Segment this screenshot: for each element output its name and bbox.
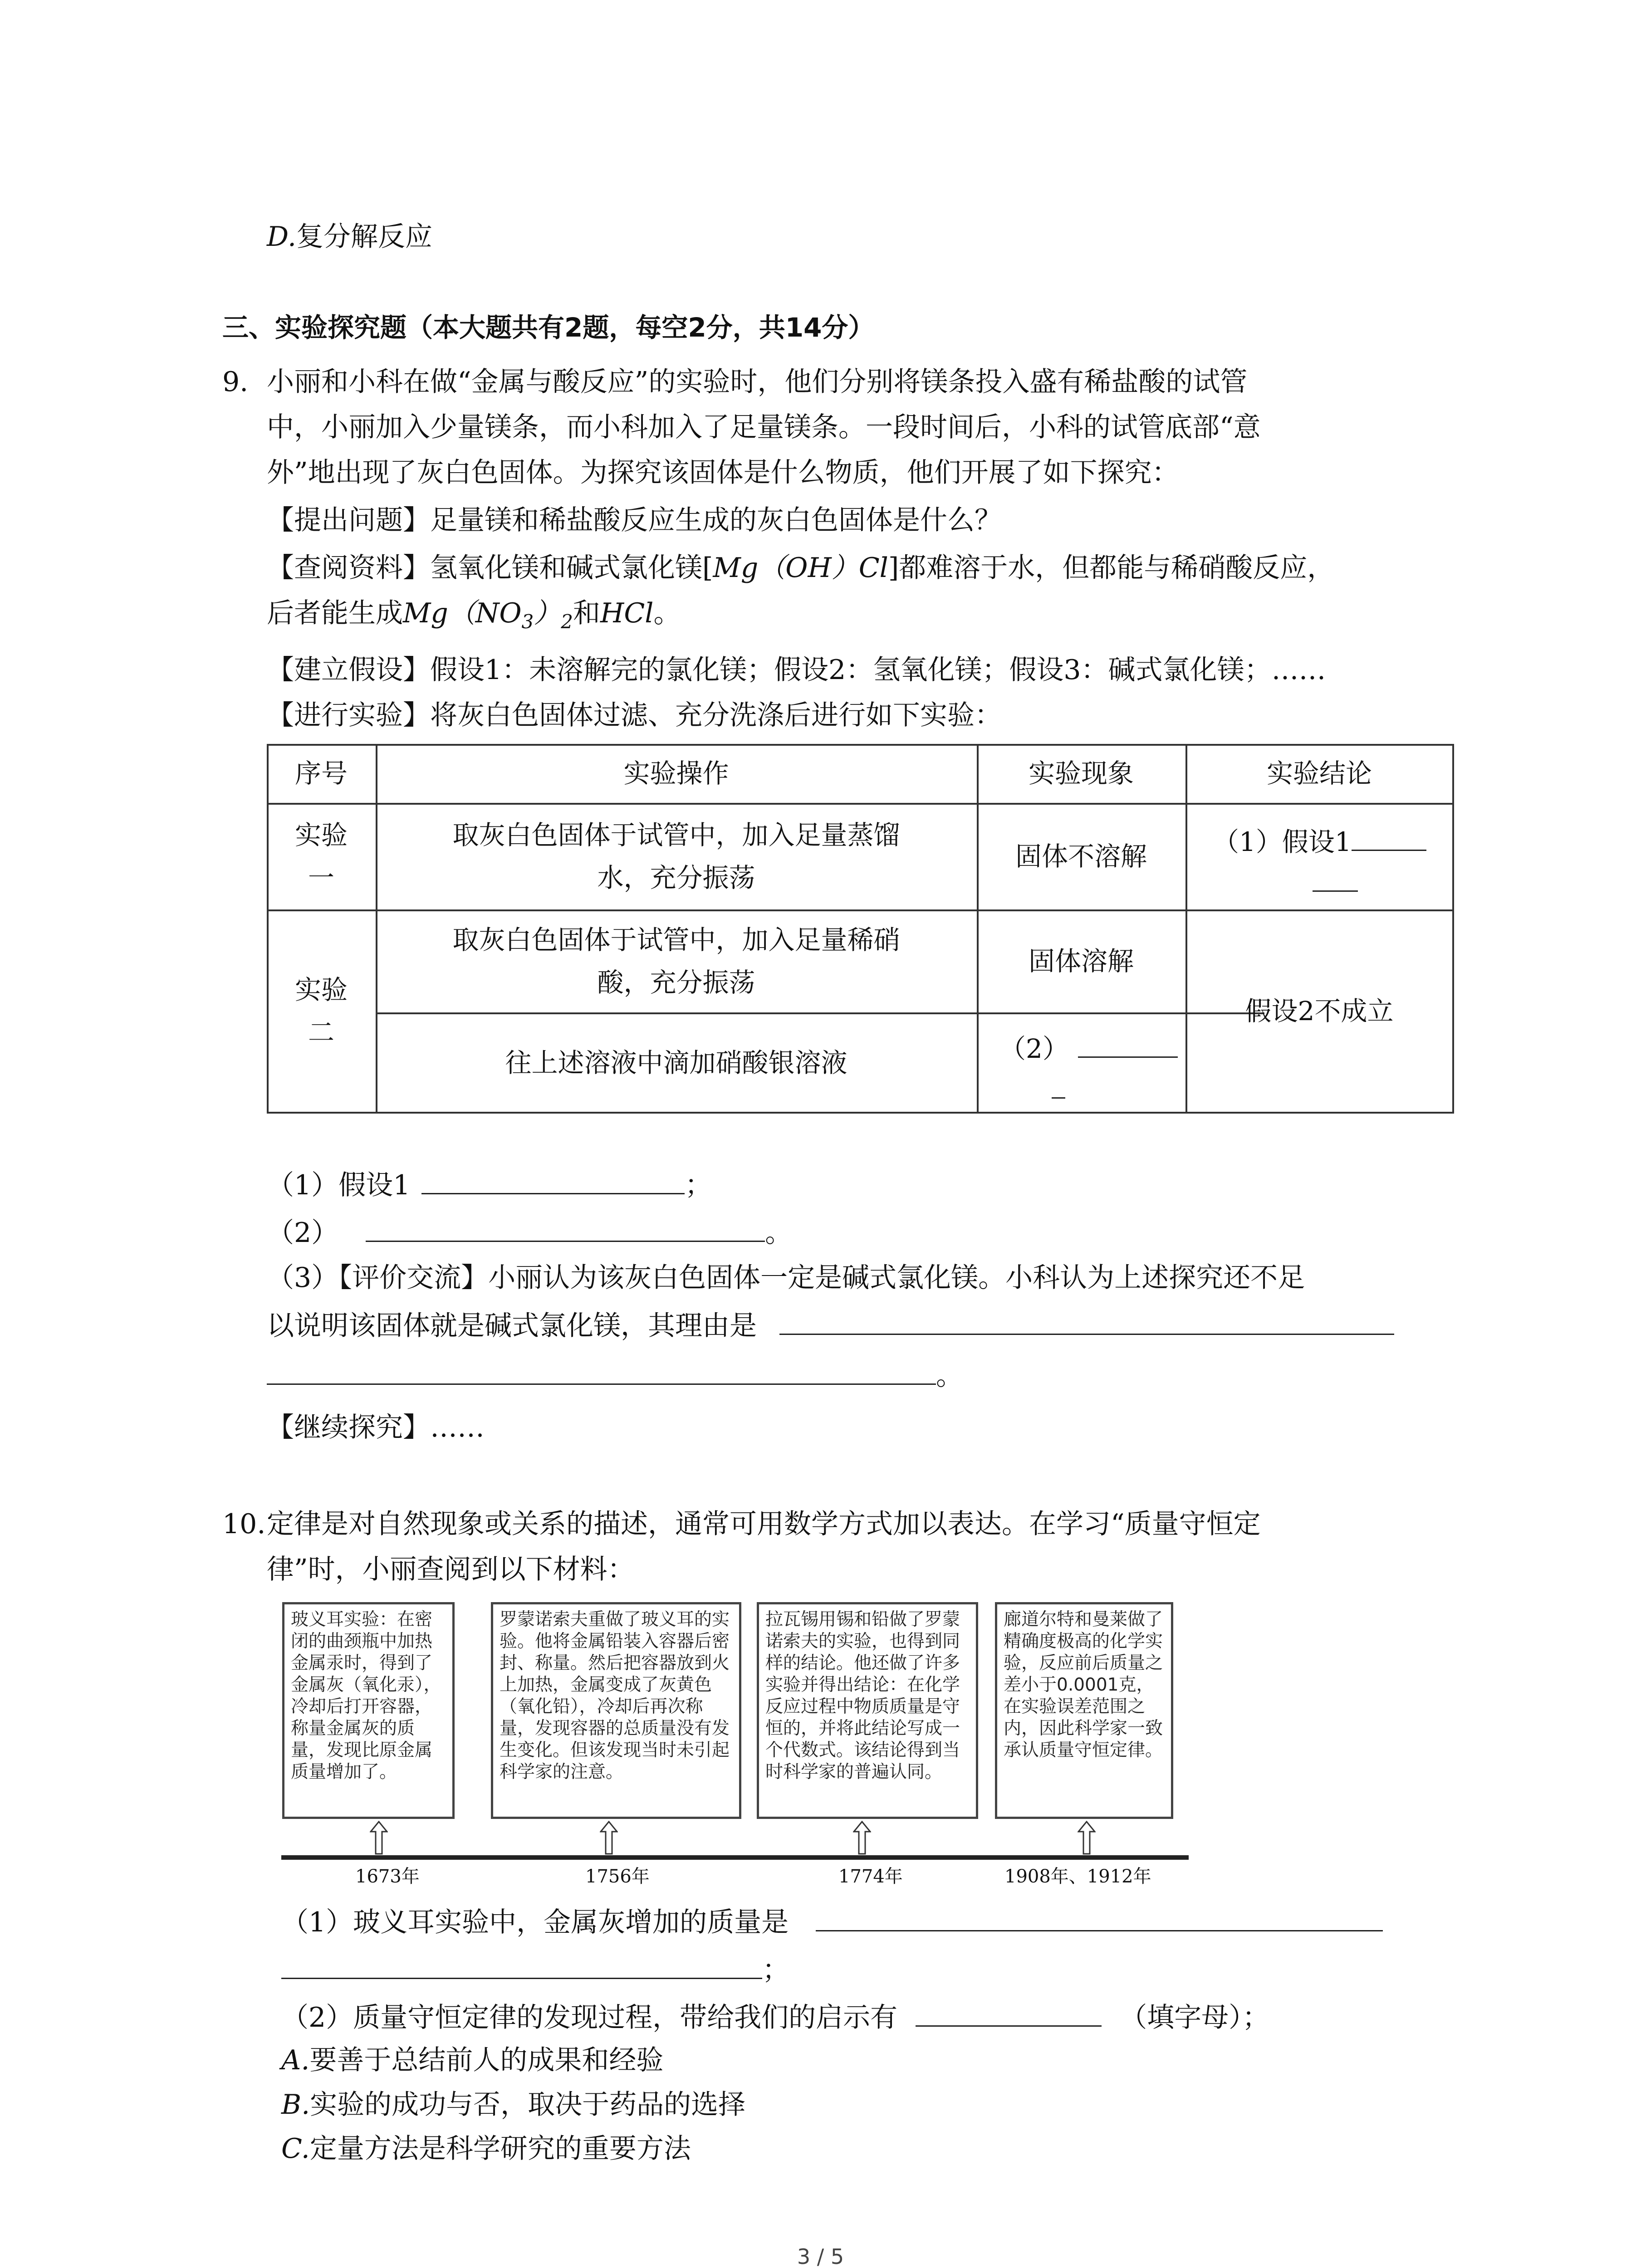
exp2-conclusion: 假设2不成立 bbox=[1245, 996, 1394, 1026]
q9-answer-3-line-1: （3）【评价交流】小丽认为该灰白色固体一定是碱式氯化镁。小科认为上述探究还不足 bbox=[267, 1262, 1305, 1294]
exp2-id-bottom: 二 bbox=[308, 1017, 334, 1048]
up-arrow-icon bbox=[600, 1821, 618, 1855]
option-text: 定量方法是科学研究的重要方法 bbox=[309, 2133, 691, 2165]
sub-end: ； bbox=[762, 1954, 789, 1986]
timeline-text: 罗蒙诺索夫重做了玻义耳的实验。他将金属铅装入容器后密封、称量。然后把容器放到火上加热，金属变成了灰黄色（氧化铅），冷却后再次称量，发现容器的总质量没有发生变化。但该发现当时未引起科学家的注意。 bbox=[500, 1609, 730, 1782]
q9-intro-line-1: 小丽和小科在做“金属与酸反应”的实验时，他们分别将镁条投入盛有稀盐酸的试管 bbox=[267, 366, 1248, 398]
timeline-box-1908 bbox=[995, 1602, 1173, 1819]
q10-option-a bbox=[281, 2041, 663, 2079]
answer-label: （1）假设1 bbox=[267, 1169, 411, 1201]
q9-continue: 【继续探究】…… bbox=[267, 1412, 485, 1443]
experiment-table bbox=[267, 744, 1454, 1114]
formula-mgno3: Mg（NO bbox=[403, 597, 522, 629]
exp1-conclusion bbox=[1185, 803, 1453, 909]
q9-reference-2 bbox=[267, 594, 681, 641]
answer-blank-q9-3[interactable] bbox=[779, 1306, 1394, 1335]
ref-text: 后者能生成 bbox=[267, 597, 403, 629]
timeline-text: 拉瓦锡用锡和铅做了罗蒙诺索夫的实验，也得到同样的结论。他还做了许多实验并得出结论：在化学反应过程中物质质量是守恒的，并将此结论写成一个代数式。该结论得到当时科学家的普遍认同。 bbox=[765, 1609, 960, 1782]
answer-end: ； bbox=[685, 1169, 712, 1201]
timeline-box-1774 bbox=[757, 1602, 978, 1819]
exp1-op-line: 水，充分振荡 bbox=[597, 862, 755, 893]
answer-text: 以说明该固体就是碱式氯化镁，其理由是 bbox=[267, 1310, 757, 1342]
timeline-year: 1673年 bbox=[355, 1866, 420, 1887]
exp2-operation-1 bbox=[376, 909, 977, 1013]
answer-blank-q9-1[interactable] bbox=[421, 1166, 685, 1194]
answer-end: 。 bbox=[765, 1217, 793, 1249]
q9-hypothesis: 【建立假设】假设1：未溶解完的氯化镁；假设2：氢氧化镁；假设3：碱式氯化镁；…… bbox=[267, 654, 1326, 686]
q10-option-b bbox=[281, 2086, 745, 2124]
formula-hcl: HCl bbox=[600, 597, 654, 629]
option-letter: D. bbox=[267, 221, 297, 253]
timeline-axis bbox=[281, 1855, 1189, 1860]
up-arrow-icon bbox=[853, 1821, 871, 1855]
option-d bbox=[267, 218, 432, 256]
table-header: 实验操作 bbox=[623, 758, 729, 789]
answer-blank-q10-1-cont[interactable] bbox=[281, 1950, 762, 1979]
answer-blank-q9-2[interactable] bbox=[366, 1213, 765, 1242]
exp2-op-line: 取灰白色固体于试管中，加入足量稀硝 bbox=[452, 924, 900, 955]
q10-number: 10. bbox=[222, 1508, 266, 1540]
q9-answer-1 bbox=[267, 1166, 712, 1204]
exp2-id-top: 实验 bbox=[294, 974, 348, 1005]
q9-answer-3-line-3 bbox=[267, 1356, 963, 1395]
q10-sub-2 bbox=[281, 1998, 1269, 2037]
timeline-year: 1774年 bbox=[838, 1866, 903, 1887]
exp2-phenomenon-2 bbox=[977, 1013, 1185, 1113]
ref-text: ]都难溶于水，但都能与稀硝酸反应， bbox=[888, 552, 1335, 584]
q9-question: 【提出问题】足量镁和稀盐酸反应生成的灰白色固体是什么？ bbox=[267, 504, 1002, 536]
exp1-op-line: 取灰白色固体于试管中，加入足量蒸馏 bbox=[452, 819, 900, 850]
answer-blank-q10-1[interactable] bbox=[816, 1903, 1383, 1931]
exp1-id bbox=[267, 803, 376, 909]
table-header: 实验现象 bbox=[1028, 758, 1134, 789]
ref-text: 。 bbox=[653, 597, 681, 629]
q10-intro-line-1: 定律是对自然现象或关系的描述，通常可用数学方式加以表达。在学习“质量守恒定 bbox=[267, 1508, 1261, 1540]
option-text: 复分解反应 bbox=[296, 221, 433, 253]
answer-blank-1[interactable] bbox=[1352, 822, 1426, 851]
sub-text: （1）玻义耳实验中，金属灰增加的质量是 bbox=[281, 1906, 789, 1938]
q9-intro-line-2: 中，小丽加入少量镁条，而小科加入了足量镁条。一段时间后，小科的试管底部“意 bbox=[267, 411, 1261, 443]
answer-label: （2） bbox=[267, 1217, 339, 1249]
answer-blank-1-cont[interactable] bbox=[1313, 863, 1358, 892]
option-letter: C. bbox=[281, 2133, 310, 2165]
exp2-phenomenon-label: （2） bbox=[999, 1033, 1069, 1064]
q10-intro-line-2: 律”时，小丽查阅到以下材料： bbox=[267, 1554, 635, 1585]
exp1-id-top: 实验 bbox=[294, 819, 348, 850]
q9-experiment-intro: 【进行实验】将灰白色固体过滤、充分洗涤后进行如下实验： bbox=[267, 699, 1002, 731]
ref-formula: Mg（OH）Cl bbox=[713, 552, 888, 584]
exp1-operation bbox=[376, 803, 977, 909]
sub-end: （填字母）； bbox=[1120, 2002, 1270, 2033]
timeline-year: 1756年 bbox=[585, 1866, 650, 1887]
ref-text: 和 bbox=[573, 597, 601, 629]
answer-blank-2[interactable] bbox=[1078, 1029, 1178, 1058]
option-letter: B. bbox=[281, 2089, 310, 2121]
answer-blank-q9-3-cont[interactable] bbox=[267, 1356, 936, 1385]
exp2-operation-2: 往上述溶液中滴加硝酸银溶液 bbox=[505, 1047, 847, 1078]
timeline-year: 1908年、1912年 bbox=[1004, 1866, 1151, 1887]
page-number: 3 / 5 bbox=[797, 2244, 844, 2268]
formula-sub: 2 bbox=[561, 611, 573, 633]
exp1-id-bottom: 一 bbox=[308, 862, 334, 893]
exp2-op-line: 酸，充分振荡 bbox=[597, 967, 755, 998]
q9-number: 9. bbox=[222, 366, 249, 398]
exp1-phenomenon: 固体不溶解 bbox=[1015, 841, 1147, 872]
timeline-text: 玻义耳实验：在密闭的曲颈瓶中加热金属汞时，得到了金属灰（氧化汞），冷却后打开容器，称量金属灰的质量，发现比原金属质量增加了。 bbox=[291, 1609, 441, 1782]
up-arrow-icon bbox=[370, 1821, 388, 1855]
exp2-phenomenon-1: 固体溶解 bbox=[1028, 946, 1134, 977]
q10-sub-1 bbox=[281, 1903, 1383, 1941]
formula-sub: 3 bbox=[521, 611, 534, 633]
table-header: 实验结论 bbox=[1266, 758, 1372, 789]
q9-answer-3-line-2 bbox=[267, 1306, 1394, 1345]
timeline-text: 廊道尔特和曼莱做了精确度极高的化学实验，反应前后质量之差小于0.0001克，在实验误差范围之内，因此科学家一致承认质量守恒定律。 bbox=[1004, 1609, 1163, 1760]
timeline-box-1756 bbox=[491, 1602, 741, 1819]
formula-part: ） bbox=[534, 597, 561, 629]
option-letter: A. bbox=[281, 2044, 310, 2076]
answer-blank-2-cont[interactable] bbox=[1052, 1070, 1065, 1099]
answer-end: 。 bbox=[936, 1360, 963, 1392]
option-text: 要善于总结前人的成果和经验 bbox=[309, 2044, 664, 2076]
q10-option-c bbox=[281, 2130, 691, 2168]
section-title: 三、实验探究题（本大题共有2题，每空2分，共14分） bbox=[222, 312, 875, 343]
up-arrow-icon bbox=[1078, 1821, 1096, 1855]
q10-sub-1-cont bbox=[281, 1950, 789, 1989]
q9-intro-line-3: 外”地出现了灰白色固体。为探究该固体是什么物质，他们开展了如下探究： bbox=[267, 457, 1179, 489]
option-text: 实验的成功与否，取决于药品的选择 bbox=[310, 2089, 746, 2121]
sub-text: （2）质量守恒定律的发现过程，带给我们的启示有 bbox=[281, 2002, 898, 2033]
timeline-box-1673 bbox=[282, 1602, 455, 1819]
table-header: 序号 bbox=[294, 758, 348, 789]
q9-reference bbox=[267, 549, 1334, 587]
exp2-id bbox=[267, 909, 376, 1113]
answer-blank-q10-2[interactable] bbox=[916, 1998, 1102, 2027]
exp1-conclusion-label: （1）假设1 bbox=[1213, 826, 1352, 857]
ref-text: 【查阅资料】氢氧化镁和碱式氯化镁[ bbox=[267, 552, 713, 584]
q9-answer-2 bbox=[267, 1213, 792, 1252]
